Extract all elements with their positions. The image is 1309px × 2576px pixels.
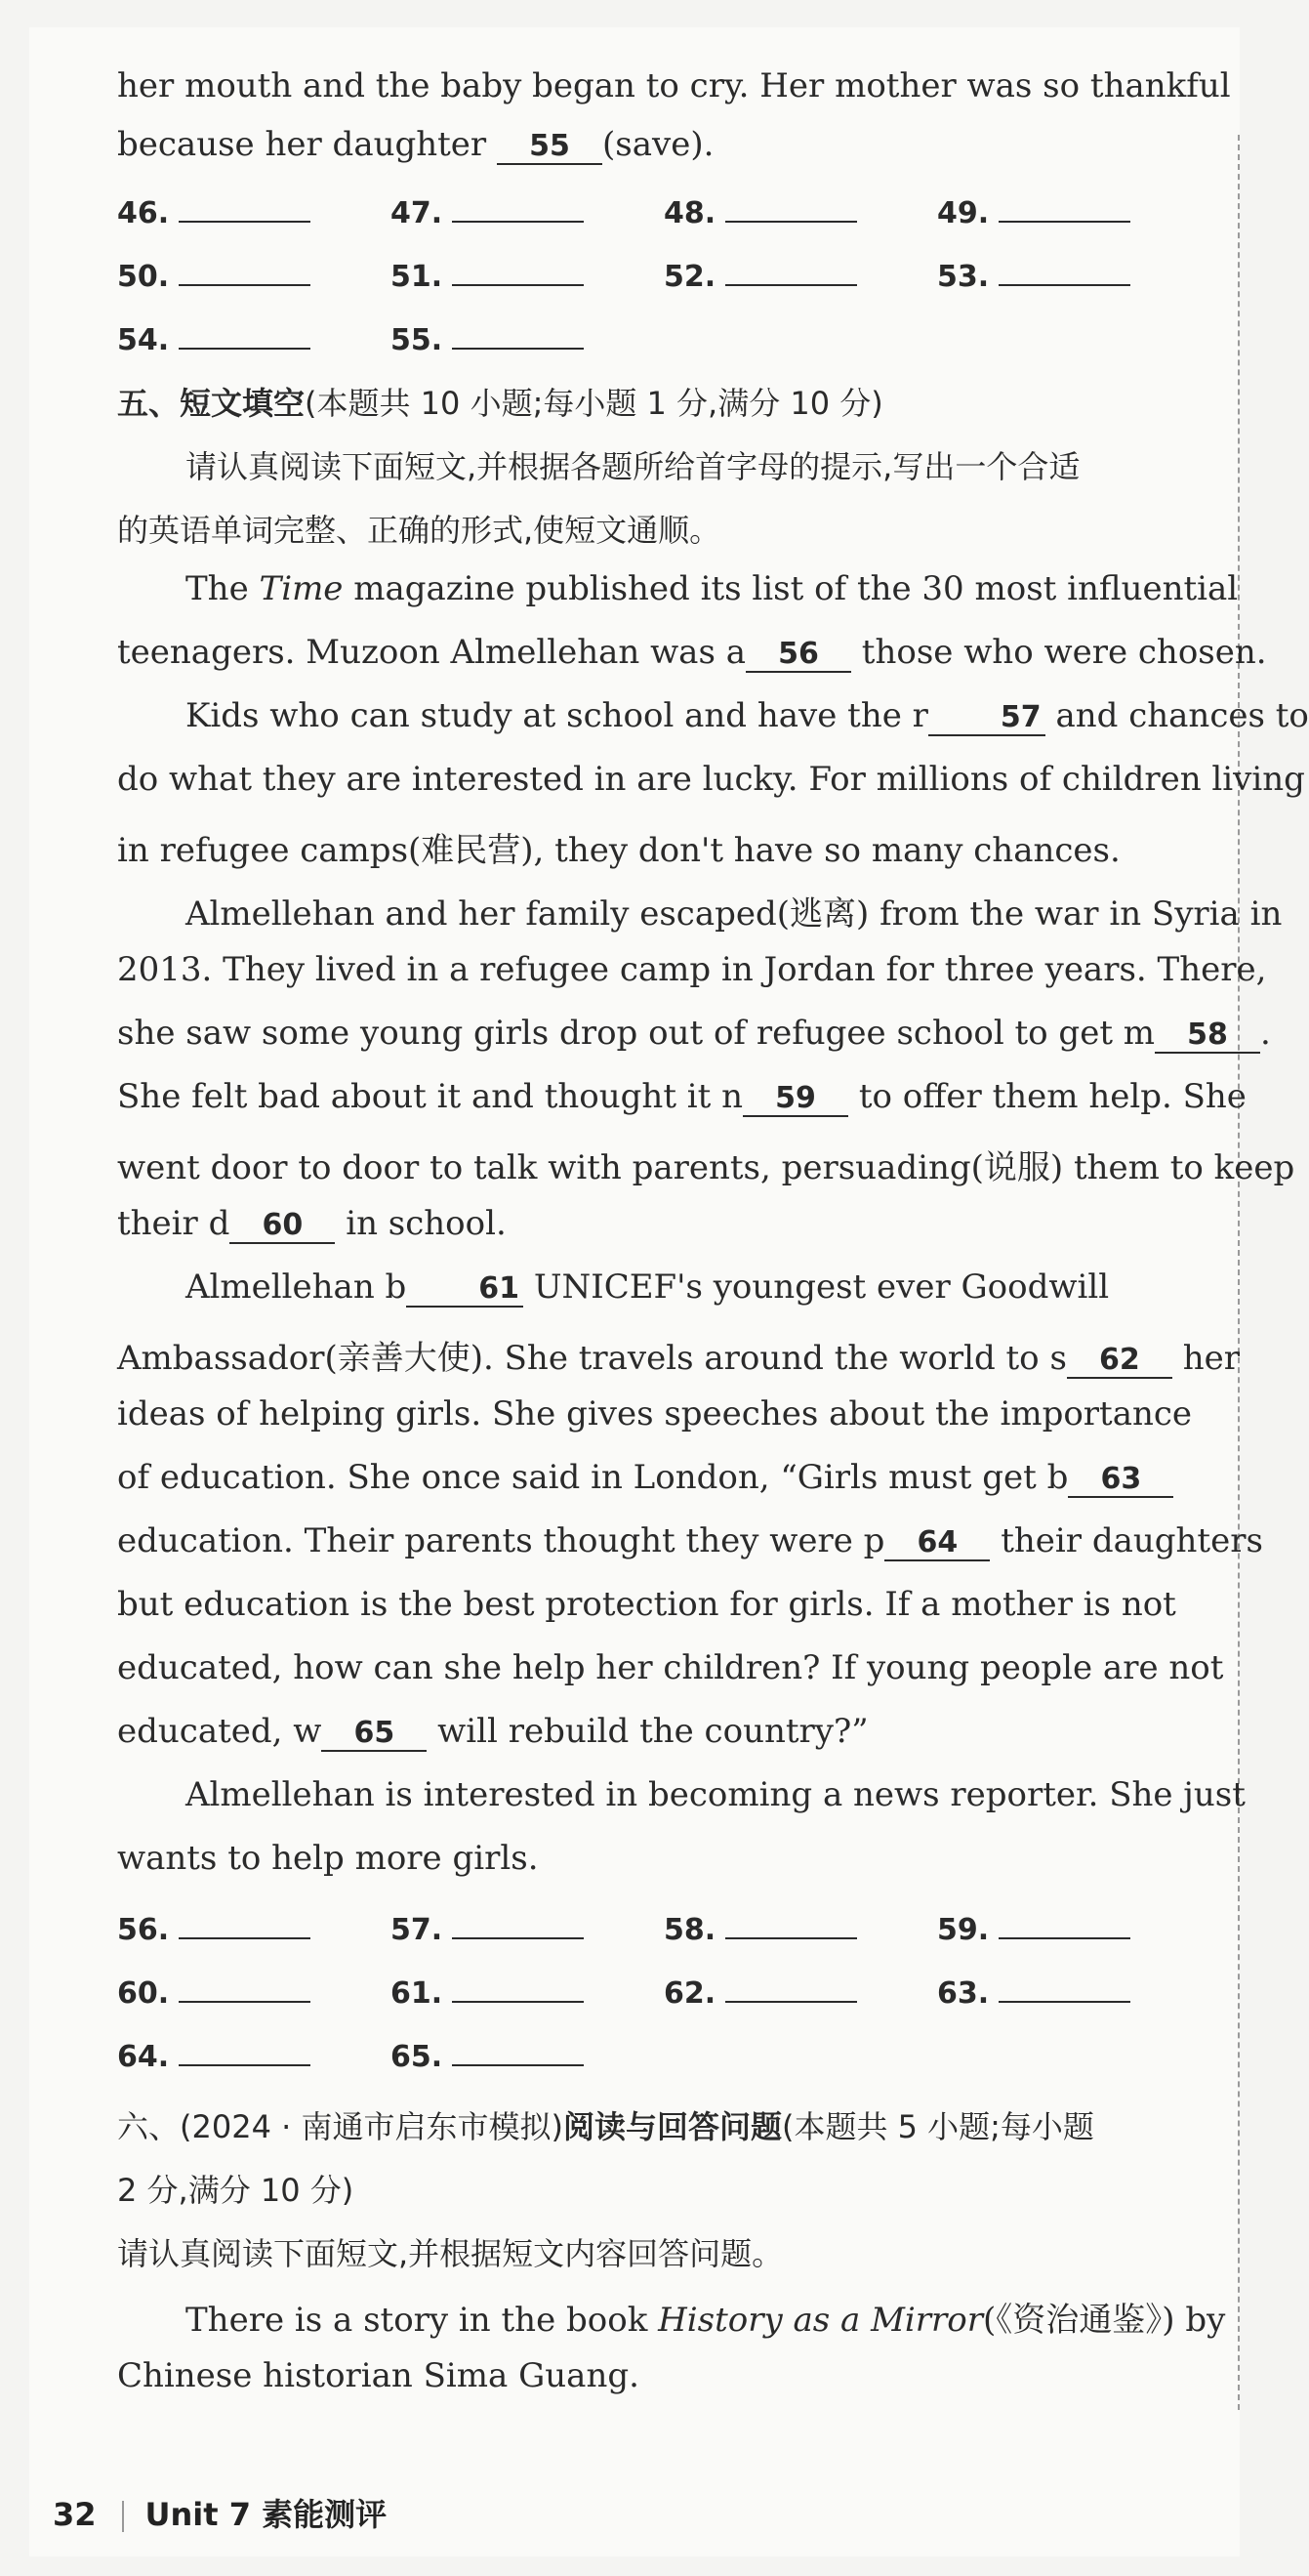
passage-line: educated, how can she help her children? If young people are not	[117, 1648, 1224, 1687]
passage-line: There is a story in the book History as a Mirror(《资治通鉴》) by	[185, 2301, 1226, 2340]
answer-row	[117, 259, 1201, 308]
answer-64[interactable]: 64.	[117, 2039, 310, 2074]
blank-58: 58	[1155, 1018, 1260, 1054]
answer-row	[117, 2039, 1201, 2088]
passage-line: she saw some young girls drop out of refugee school to get m 58 .	[117, 1014, 1271, 1053]
blank-65: 65	[321, 1717, 427, 1752]
passage-line: educated, w 65 will rebuild the country?”	[117, 1712, 869, 1751]
answer-54[interactable]: 54.	[117, 322, 310, 357]
blank-57: 57	[928, 701, 1045, 736]
passage-line: their d 60 in school.	[117, 1204, 507, 1243]
passage-line: do what they are interested in are lucky. For millions of children living	[117, 760, 1305, 799]
answer-61[interactable]: 61.	[390, 1975, 584, 2011]
footer-divider	[122, 2501, 124, 2532]
answer-65[interactable]: 65.	[390, 2039, 584, 2074]
page-footer	[53, 2490, 387, 2535]
passage-line: Almellehan and her family escaped(逃离) from the war in Syria in	[185, 894, 1283, 934]
page-number: 32	[53, 2496, 97, 2533]
answer-47[interactable]: 47.	[390, 195, 584, 230]
unit-label: Unit 7 素能测评	[144, 2496, 388, 2533]
passage-line: Almellehan b 61 UNICEF's youngest ever Goodwill	[185, 1267, 1110, 1307]
answer-46[interactable]: 46.	[117, 195, 310, 230]
section-5-heading: 五、短文填空(本题共 10 小题;每小题 1 分,满分 10 分)	[117, 385, 883, 422]
answer-56[interactable]: 56.	[117, 1912, 310, 1947]
answer-row	[117, 1912, 1201, 1961]
answer-63[interactable]: 63.	[937, 1975, 1130, 2011]
answer-60[interactable]: 60.	[117, 1975, 310, 2011]
blank-63: 63	[1068, 1463, 1173, 1498]
passage-line: ideas of helping girls. She gives speeches about the importance	[117, 1394, 1193, 1433]
blank-60: 60	[229, 1209, 335, 1244]
section-6-heading-cont: 2 分,满分 10 分)	[117, 2172, 354, 2209]
passage-line: 2013. They lived in a refugee camp in Jordan for three years. There,	[117, 950, 1267, 989]
blank-64: 64	[884, 1526, 990, 1561]
answer-49[interactable]: 49.	[937, 195, 1130, 230]
section-5-instruction: 请认真阅读下面短文,并根据各题所给首字母的提示,写出一个合适	[185, 448, 1081, 485]
blank-56: 56	[746, 638, 851, 673]
worksheet-page	[29, 27, 1309, 2556]
section-6-heading: 六、(2024 · 南通市启东市模拟)阅读与回答问题(本题共 5 小题;每小题	[117, 2108, 1094, 2145]
answer-53[interactable]: 53.	[937, 259, 1130, 294]
margin-dashed-rule	[1238, 135, 1240, 2410]
answer-51[interactable]: 51.	[390, 259, 584, 294]
passage-line: but education is the best protection for girls. If a mother is not	[117, 1585, 1176, 1624]
passage-line: education. Their parents thought they were p 64 their daughters	[117, 1521, 1263, 1560]
answer-52[interactable]: 52.	[664, 259, 857, 294]
answer-48[interactable]: 48.	[664, 195, 857, 230]
passage-line: Ambassador(亲善大使). She travels around the world to s 62 her	[117, 1339, 1240, 1378]
passage-line: She felt bad about it and thought it n 59 to offer them help. She	[117, 1077, 1247, 1116]
section-5-instruction: 的英语单词完整、正确的形式,使短文通顺。	[117, 512, 721, 549]
passage-line: teenagers. Muzoon Almellehan was a 56 those who were chosen.	[117, 633, 1267, 672]
blank-61: 61	[406, 1272, 523, 1308]
answer-59[interactable]: 59.	[937, 1912, 1130, 1947]
passage-line: wants to help more girls.	[117, 1839, 539, 1878]
answer-row	[117, 322, 1201, 371]
passage-line: went door to door to talk with parents, persuading(说服) them to keep	[117, 1148, 1295, 1187]
passage-line: because her daughter 55 (save).	[117, 125, 715, 164]
passage-line: The Time magazine published its list of the 30 most influential	[185, 569, 1239, 608]
passage-line: in refugee camps(难民营), they don't have so many chances.	[117, 831, 1121, 870]
passage-line: Almellehan is interested in becoming a news reporter. She just	[185, 1775, 1246, 1814]
answer-55[interactable]: 55.	[390, 322, 584, 357]
answer-62[interactable]: 62.	[664, 1975, 857, 2011]
passage-line: her mouth and the baby began to cry. Her mother was so thankful	[117, 66, 1231, 105]
section-6-instruction: 请认真阅读下面短文,并根据短文内容回答问题。	[117, 2235, 784, 2272]
answer-row	[117, 195, 1201, 244]
passage-line: Chinese historian Sima Guang.	[117, 2356, 639, 2395]
answer-57[interactable]: 57.	[390, 1912, 584, 1947]
answer-58[interactable]: 58.	[664, 1912, 857, 1947]
passage-line: of education. She once said in London, “Girls must get b 63	[117, 1458, 1201, 1498]
blank-62: 62	[1067, 1344, 1172, 1379]
blank-59: 59	[743, 1082, 848, 1117]
answer-50[interactable]: 50.	[117, 259, 310, 294]
passage-line: Kids who can study at school and have the r 57 and chances to	[185, 696, 1309, 735]
blank-55: 55	[497, 130, 602, 165]
answer-row	[117, 1975, 1201, 2024]
